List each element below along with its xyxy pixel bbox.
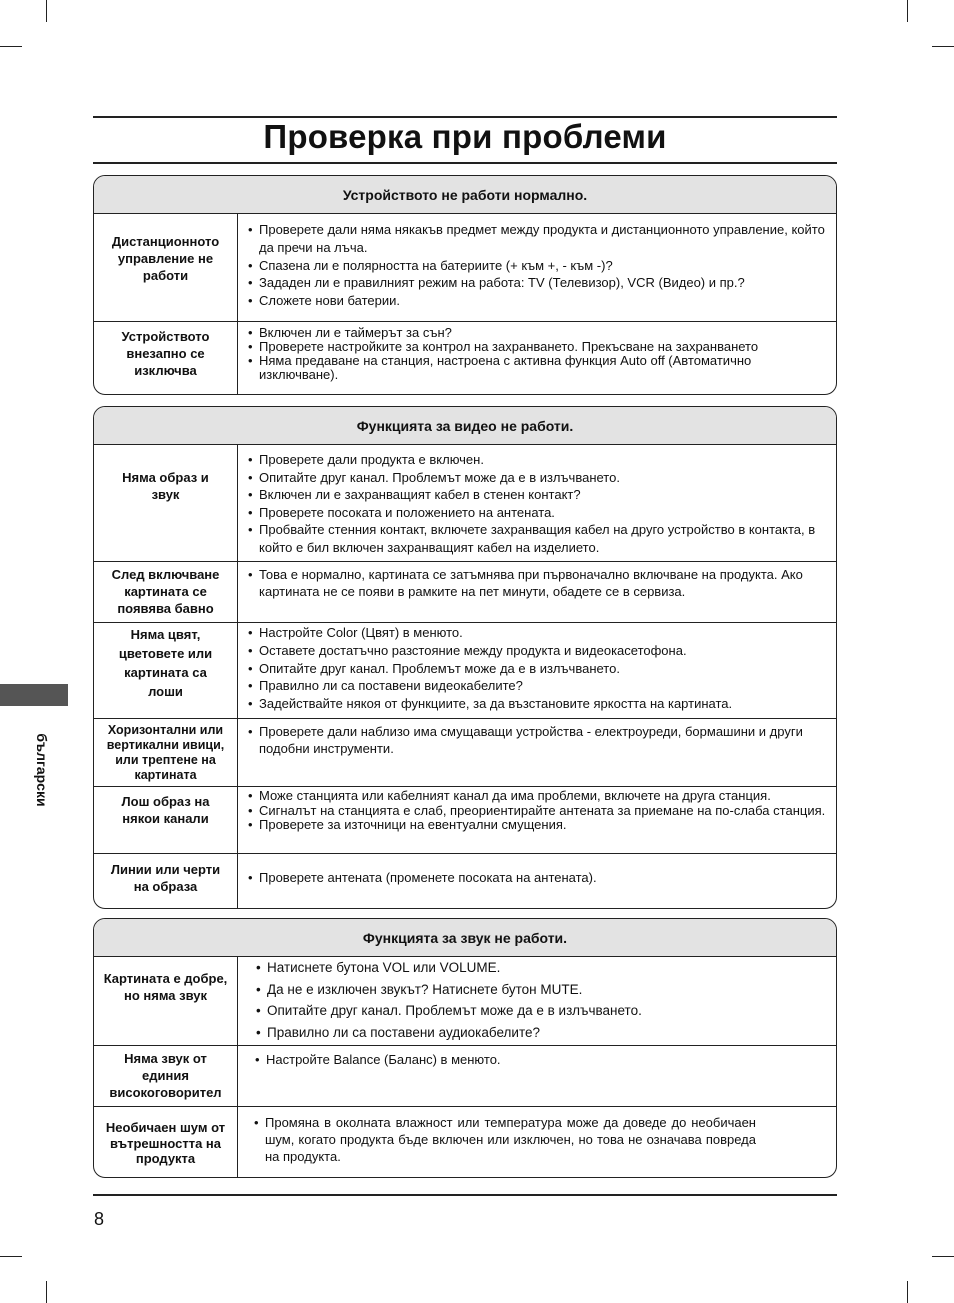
row-content [238, 322, 836, 394]
list-item: • Проверете дали няма някакъв предмет между продукта и дистанционното управление, който да пречи на лъча. [248, 221, 830, 257]
crop-mark [907, 0, 908, 22]
list-item: • Зададен ли е правилният режим на работа: TV (Телевизор), VCR (Видео) и пр.? [248, 274, 830, 292]
table-row [94, 445, 836, 561]
list-item: • Настройте Color (Цвят) в менюто. [248, 624, 830, 642]
row-content [238, 623, 836, 718]
list-item: • Проверете настройките за контрол на захранването. Прекъсване на захранването [248, 340, 830, 354]
list-item: • Да не е изключен звукът? Натиснете бутон MUTE. [256, 979, 830, 1001]
crop-mark [932, 46, 954, 47]
section-heading: Функцията за звук не работи. [94, 919, 836, 957]
list-item: • Сигналът на станцията е слаб, преориентирайте антената за приемане на по-слаба станция. [248, 804, 830, 819]
row-content [238, 445, 836, 561]
list-item: • Правилно ли са поставени аудиокабелите? [256, 1022, 830, 1044]
crop-mark [932, 1256, 954, 1257]
crop-mark [46, 0, 47, 22]
list-item: • Оставете достатъчно разстояние между продукта и видеокасетофона. [248, 642, 830, 660]
table-row [94, 561, 836, 622]
list-item: • Задействайте някоя от функциите, за да възстановите яркостта на картината. [248, 695, 830, 713]
table-row [94, 214, 836, 321]
row-content [238, 854, 836, 909]
row-content [238, 957, 836, 1045]
list-item: • Може станцията или кабелният канал да има проблеми, включете на друга станция. [248, 789, 830, 804]
list-item: • Проверете за източници на евентуални смущения. [248, 818, 830, 833]
table-row [94, 957, 836, 1045]
page-number: 8 [94, 1209, 105, 1229]
row-content [238, 787, 836, 853]
section-heading: Функцията за видео не работи. [94, 407, 836, 445]
list-item: • Включен ли е таймерът за сън? [248, 326, 830, 340]
table-row [94, 622, 836, 718]
row-content [238, 214, 836, 321]
language-tab-marker [0, 684, 68, 706]
section-heading: Устройството не работи нормално. [94, 176, 836, 214]
row-label: Няма звук от единия високоговорител [94, 1046, 238, 1106]
row-label: Необичаен шум от вътрешността на продукта [94, 1107, 238, 1178]
row-label: След включване картината се появява бавно [94, 562, 238, 622]
row-label: Картината е добре, но няма звук [94, 957, 238, 1045]
section-video [93, 406, 837, 909]
page-title: Проверка при проблеми [263, 118, 667, 155]
list-item: • Промяна в околната влажност или температура може да доведе до необичаен шум, когато продукта бъде включен или изключен, но това не означава повреда на продукта. [254, 1114, 756, 1165]
list-item: • Правилно ли са поставени видеокабелите? [248, 677, 830, 695]
list-item: • Спазена ли е полярността на батериите (+ към +, - към -)? [248, 257, 830, 275]
language-tab-label: български [34, 733, 50, 807]
row-label: Няма образ и звук [94, 445, 238, 561]
list-item: • Проверете антената (променете посоката на антената). [248, 869, 830, 886]
section-sound [93, 918, 837, 1178]
table-row [94, 1106, 836, 1178]
list-item: • Опитайте друг канал. Проблемът може да е в излъчването. [248, 660, 830, 678]
crop-mark [0, 46, 22, 47]
row-label: Дистанционното управление не работи [94, 214, 238, 321]
row-content [238, 1107, 836, 1178]
table-row [94, 718, 836, 786]
crop-mark [46, 1281, 47, 1303]
list-item: • Проверете дали продукта е включен. [248, 451, 830, 469]
list-item: • Натиснете бутона VOL или VOLUME. [256, 957, 830, 979]
section-device [93, 175, 837, 395]
list-item: • Проверете дали наблизо има смущаващи устройства - електроуреди, бормашини и други подобни инструменти. [248, 723, 830, 757]
row-label: Устройството внезапно се изключва [94, 322, 238, 394]
crop-mark [907, 1281, 908, 1303]
list-item: • Пробвайте стенния контакт, включете захранващия кабел на друго устройство в контакта, в който е бил включен захранващият кабел на изделието. [248, 521, 830, 556]
footer-rule [93, 1194, 837, 1196]
list-item: • Сложете нови батерии. [248, 292, 830, 310]
row-label: Няма цвят, цветовете или картината са лоши [94, 623, 238, 718]
table-row [94, 1045, 836, 1106]
list-item: • Няма предаване на станция, настроена с активна функция Auto off (Автоматично изключване). [248, 354, 830, 382]
row-label: Линии или черти на образа [94, 854, 238, 909]
list-item: • Опитайте друг канал. Проблемът може да е в излъчването. [256, 1000, 830, 1022]
row-content [238, 1046, 836, 1106]
list-item: • Настройте Balance (Баланс) в менюто. [255, 1051, 830, 1068]
list-item: • Проверете посоката и положението на антената. [248, 504, 830, 522]
table-row [94, 321, 836, 394]
row-label: Хоризонтални или вертикални ивици, или трептене на картината [94, 719, 238, 786]
table-row [94, 786, 836, 853]
row-content [238, 719, 836, 786]
row-label: Лош образ на някои канали [94, 787, 238, 853]
crop-mark [0, 1256, 22, 1257]
row-content [238, 562, 836, 622]
list-item: • Това е нормално, картината се затъмнява при първоначално включване на продукта. Ако картината не се появи в рамките на пет минути, обадете се в сервиза. [248, 566, 830, 600]
list-item: • Опитайте друг канал. Проблемът може да е в излъчването. [248, 469, 830, 487]
table-row [94, 853, 836, 909]
list-item: • Включен ли е захранващият кабел в стенен контакт? [248, 486, 830, 504]
title-rule-bottom [93, 162, 837, 164]
